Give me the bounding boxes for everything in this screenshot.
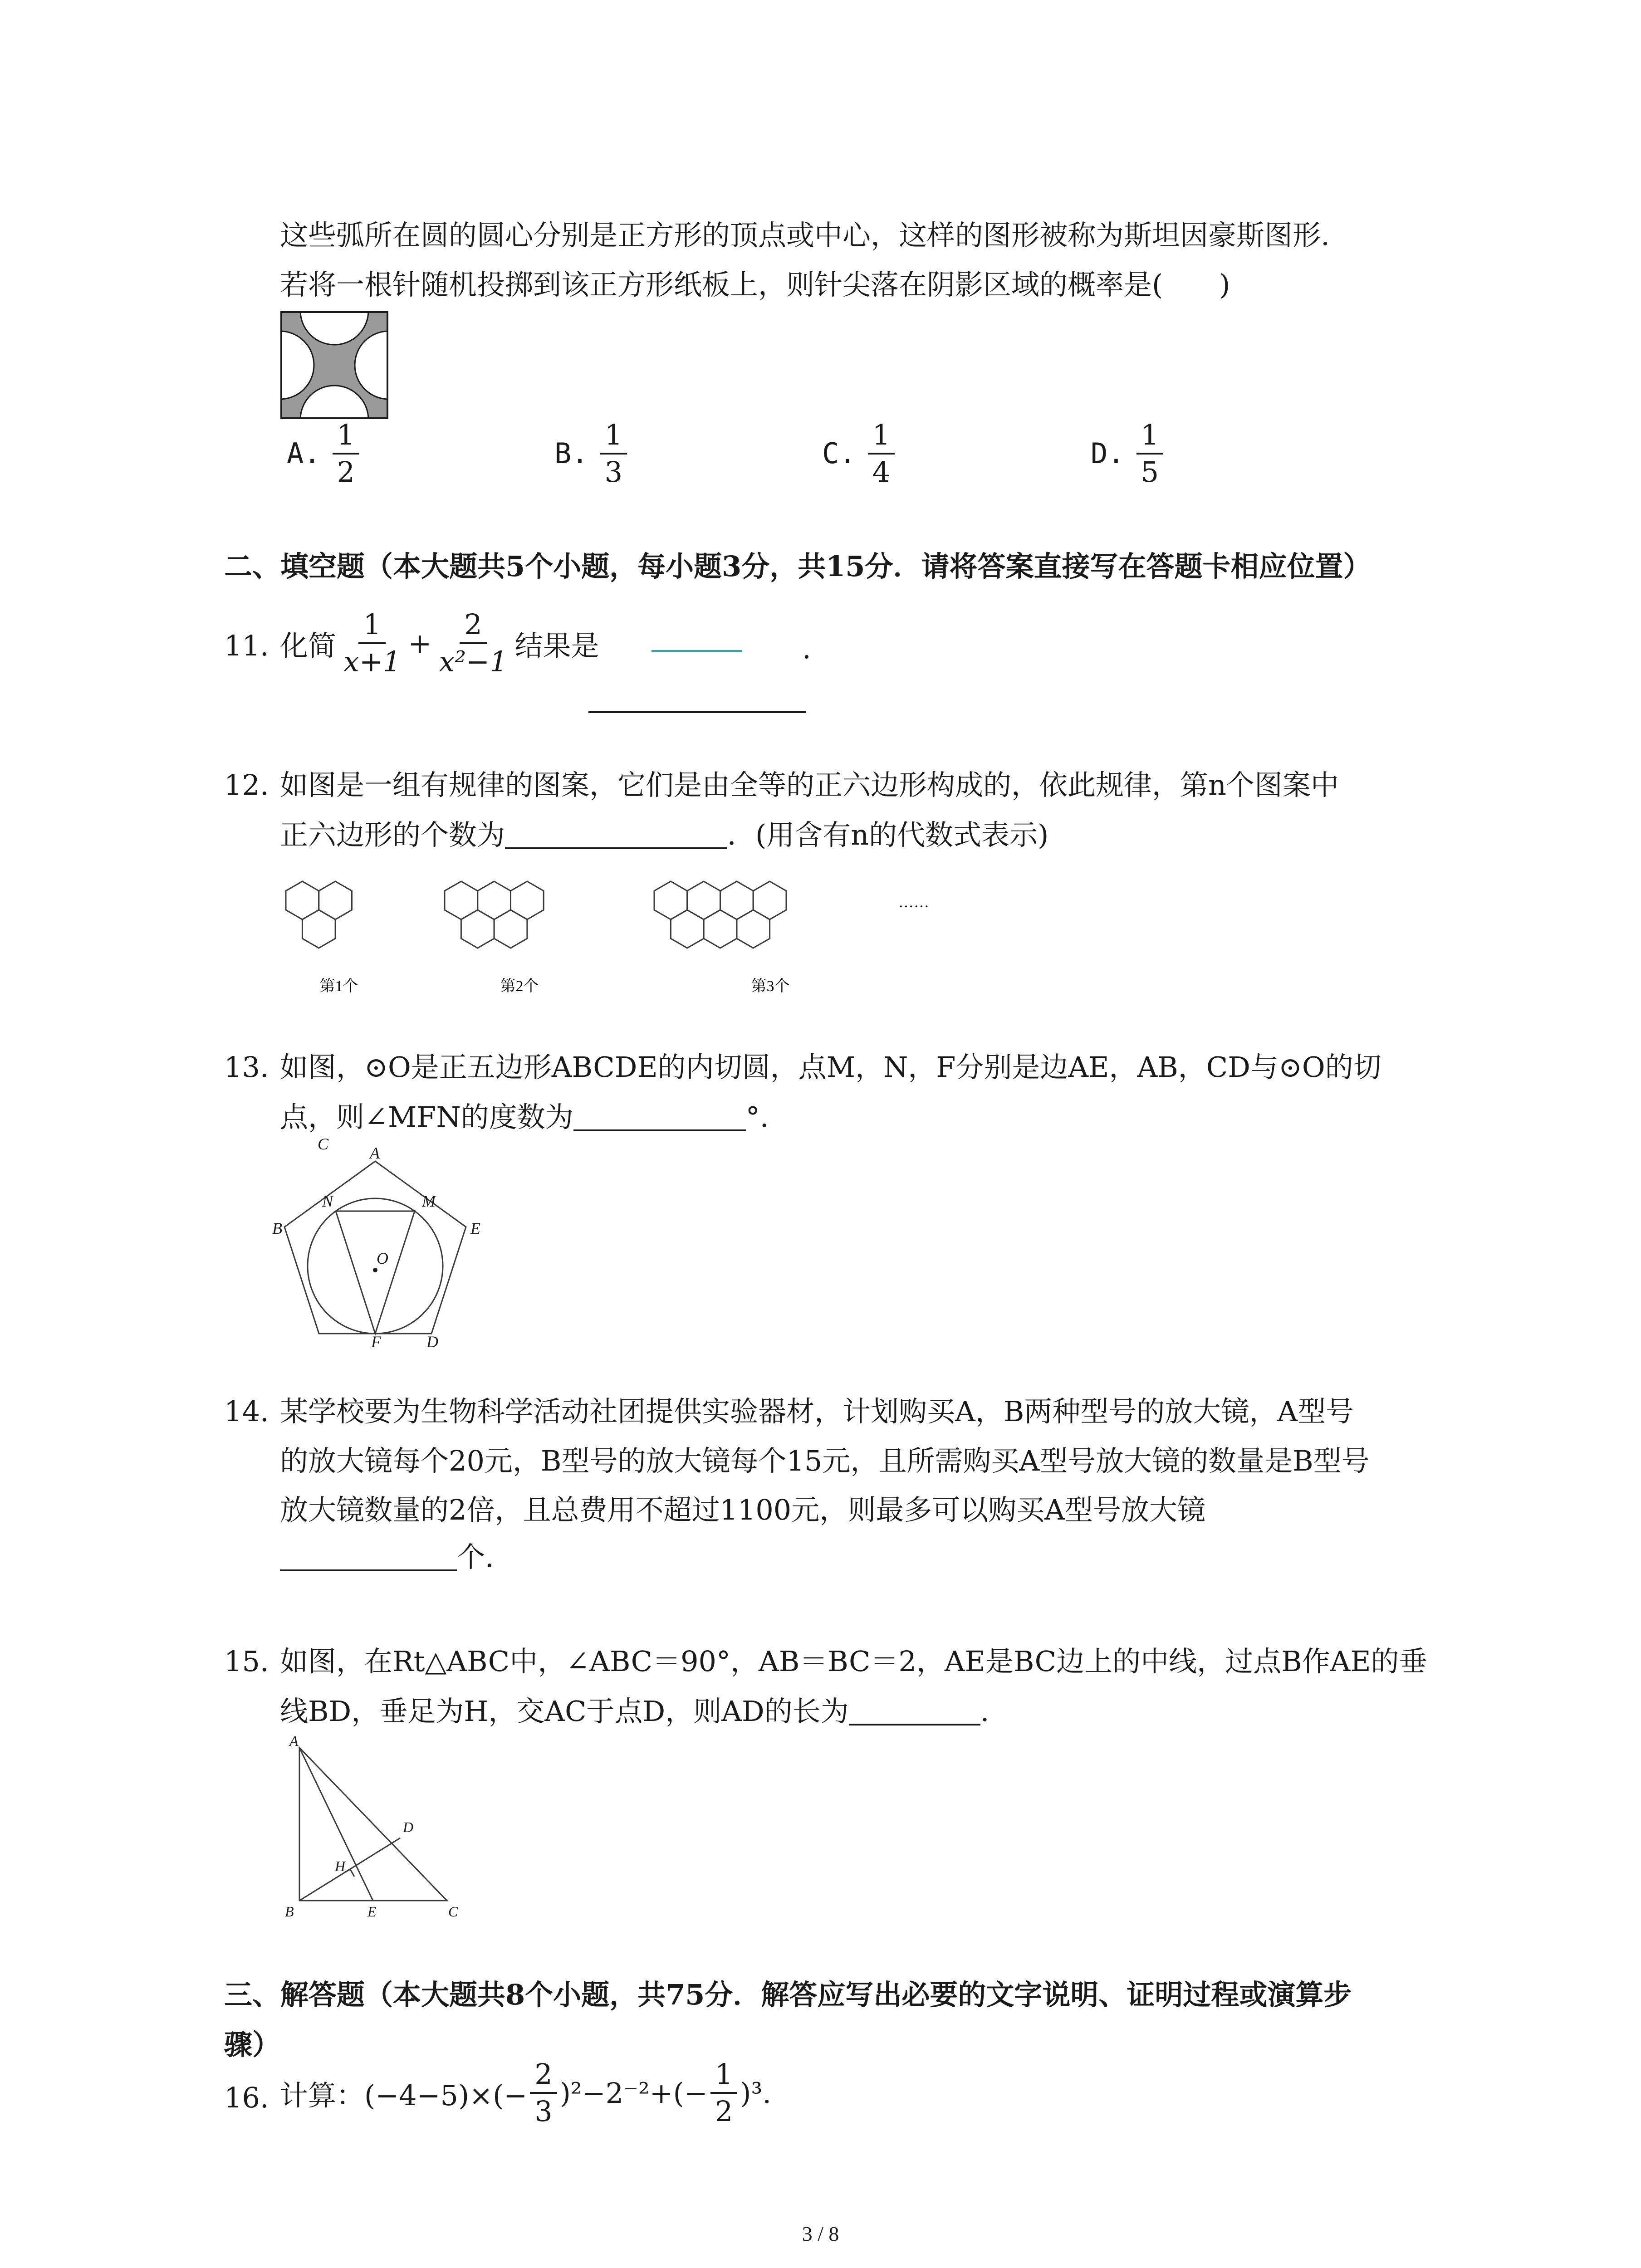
label-n: N (322, 1192, 333, 1210)
hexagon (687, 881, 720, 919)
option-a-fraction: $\frac{1}{2}$ (333, 421, 359, 486)
q15-number: 15. (224, 1645, 269, 1678)
q11-expression: 化简 $\frac{1}{x+1}$ + $\frac{2}{\text{x²−1}}$ 结果是 (280, 608, 599, 678)
q12-number: 12. (224, 768, 269, 802)
label-e: E (470, 1219, 480, 1237)
option-a[interactable] (287, 418, 362, 489)
q14-number: 14. (224, 1395, 269, 1428)
q15-line1: 如图，在Rt△ABC中，∠ABC＝90°，AB＝BC＝2，AE是BC边上的中线，过点B作AE的垂 (280, 1645, 1427, 1678)
q14-line4: 个. (280, 1543, 494, 1571)
q16-number: 16. (224, 2081, 269, 2114)
q14-line1: 某学校要为生物科学活动社团提供实验器材，计划购买A，B两种型号的放大镜，A型号 (280, 1395, 1354, 1428)
q13-line2: 点，则∠MFN的度数为 °. (280, 1100, 769, 1134)
hexagon (478, 881, 511, 919)
label-f: F (371, 1333, 381, 1351)
option-b-fraction: $\frac{1}{3}$ (600, 421, 627, 486)
q11-cursor-line (652, 650, 742, 652)
q15-line2: 线BD，垂足为H，交AC于点D，则AD的长为 . (280, 1695, 989, 1728)
option-c[interactable] (822, 418, 897, 489)
q12-answer-blank[interactable] (505, 843, 727, 849)
label-c: C (318, 1135, 329, 1153)
hexagon (720, 881, 754, 919)
option-d-label: D. (1091, 437, 1125, 470)
right-triangle-figure (281, 1735, 472, 1926)
caption-2: 第2个 (500, 978, 539, 995)
option-b-label: B. (554, 437, 588, 470)
label-d: D (403, 1819, 414, 1835)
option-b[interactable] (554, 418, 630, 489)
q10-line1: 这些弧所在圆的圆心分别是正方形的顶点或中心，这样的图形被称为斯坦因豪斯图形. (280, 219, 1330, 252)
label-c: C (448, 1903, 458, 1920)
q16-expression: 计算：(−4−5)×(− $\frac{2}{3}$ )²−2⁻²+(− $\frac{1}{2}$ )³. (280, 2058, 772, 2128)
q13-answer-blank[interactable] (573, 1125, 746, 1131)
q14-answer-blank[interactable] (280, 1565, 457, 1571)
hexagon (445, 881, 478, 919)
q11-number: 11. (224, 629, 269, 662)
hexagon (654, 881, 687, 919)
label-b: B (272, 1219, 282, 1237)
option-c-fraction: $\frac{1}{4}$ (868, 421, 895, 486)
hexagon (511, 881, 544, 919)
label-o: O (377, 1249, 388, 1267)
section2-heading: 二、填空题（本大题共5个小题，每小题3分，共15分．请将答案直接写在答题卡相应位置） (224, 550, 1372, 583)
hexagon (753, 881, 786, 919)
q10-line2: 若将一根针随机投掷到该正方形纸板上，则针尖落在阴影区域的概率是( ) (280, 268, 1230, 301)
label-m: M (422, 1192, 436, 1210)
section3-heading-line2: 骤） (224, 2028, 281, 2061)
label-a: A (289, 1733, 299, 1749)
label-b: B (285, 1903, 294, 1920)
q13-number: 13. (224, 1051, 269, 1084)
hexagon (704, 910, 737, 948)
label-d: D (426, 1333, 438, 1351)
q13-line1: 如图，⊙O是正五边形ABCDE的内切圆，点M，N，F分别是边AE，AB，CD与⊙O的切 (280, 1051, 1381, 1084)
q11-period: . (802, 632, 811, 665)
pattern-ellipsis: …… (898, 894, 929, 911)
label-h: H (335, 1858, 346, 1874)
q12-line1: 如图是一组有规律的图案，它们是由全等的正六边形构成的，依此规律，第n个图案中 (280, 768, 1339, 802)
hexagon (302, 910, 335, 948)
caption-1: 第1个 (319, 978, 358, 995)
hexagon (319, 881, 352, 919)
q14-line2: 的放大镜每个20元，B型号的放大镜每个15元，且所需购买A型号放大镜的数量是B型号 (280, 1444, 1370, 1477)
q15-answer-blank[interactable] (849, 1719, 980, 1725)
q11-answer-blank[interactable] (588, 711, 806, 713)
label-a: A (370, 1144, 380, 1162)
option-c-label: C. (822, 437, 856, 470)
hexagon (671, 910, 704, 948)
hexagon (737, 910, 770, 948)
section3-heading-line1: 三、解答题（本大题共8个小题，共75分．解答应写出必要的文字说明、证明过程或演算步 (224, 1978, 1352, 2011)
q14-line3: 放大镜数量的2倍，且总费用不超过1100元，则最多可以购买A型号放大镜 (280, 1493, 1206, 1526)
hexagon (494, 910, 527, 948)
caption-3: 第3个 (751, 978, 790, 995)
option-a-label: A. (287, 437, 321, 470)
option-d[interactable] (1091, 418, 1166, 489)
hexagon (286, 881, 319, 919)
page-number: 3 / 8 (802, 2222, 839, 2245)
q12-line2: 正六边形的个数为 ．(用含有n的代数式表示) (280, 818, 1049, 851)
hexagon-pattern-figure (272, 862, 930, 1007)
steinhaus-figure (280, 311, 389, 420)
label-e: E (367, 1903, 377, 1920)
option-d-fraction: $\frac{1}{5}$ (1136, 421, 1163, 486)
pentagon-incircle-figure (272, 1135, 490, 1351)
hexagon (461, 910, 494, 948)
